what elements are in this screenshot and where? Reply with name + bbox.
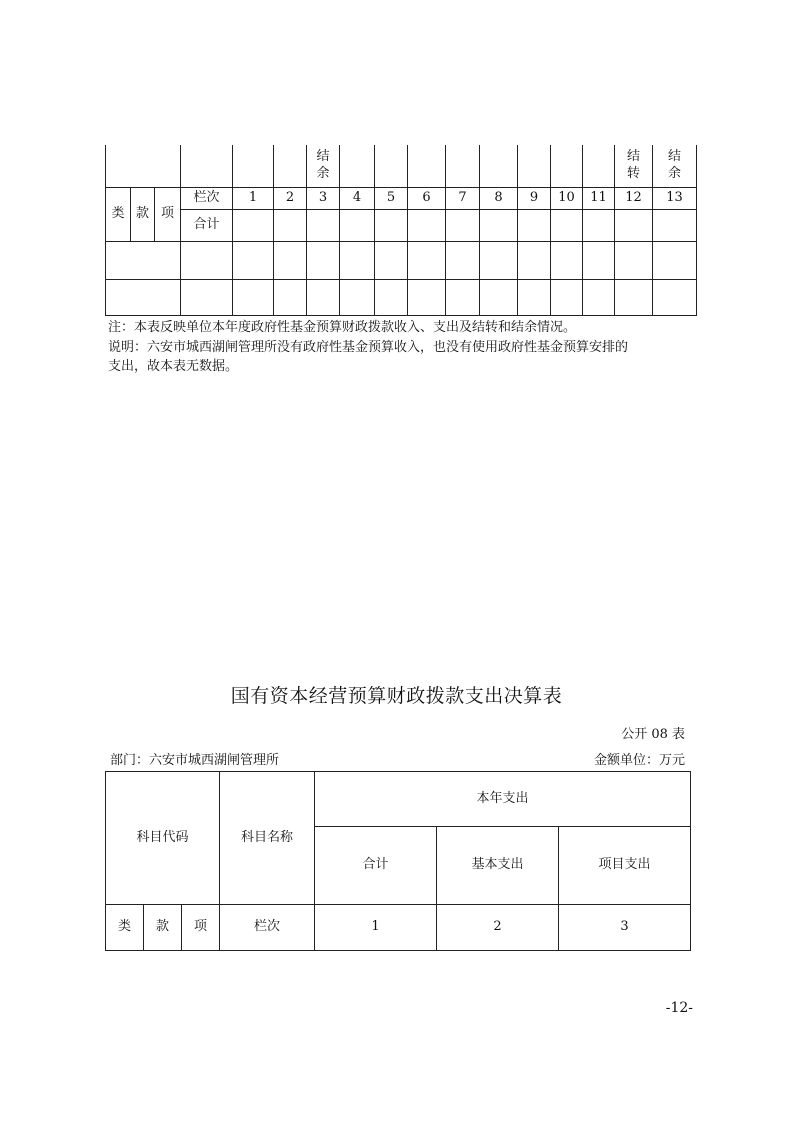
col-lei: 类: [106, 187, 131, 241]
data-cell: [615, 279, 653, 315]
data-cell: [480, 279, 518, 315]
government-fund-table: [105, 145, 697, 316]
col-number: 6: [408, 187, 446, 209]
data-cell: [181, 241, 233, 279]
data-cell: [480, 209, 518, 241]
header-cell: [480, 145, 518, 187]
data-cell: [274, 279, 307, 315]
data-cell: [375, 209, 408, 241]
col-kuan: 款: [144, 905, 182, 951]
header-blank-cell: [181, 145, 233, 187]
data-cell: [551, 209, 583, 241]
data-cell: [653, 279, 697, 315]
data-cell: [446, 241, 480, 279]
data-cell: [653, 209, 697, 241]
data-cell: [653, 241, 697, 279]
col-number: 2: [437, 905, 559, 951]
department-label: 部门：六安市城西湖闸管理所: [110, 753, 280, 768]
data-cell: [408, 241, 446, 279]
data-cell: [518, 279, 551, 315]
col-kuan: 款: [131, 187, 155, 241]
header-cell-jieyu: 结余: [307, 145, 340, 187]
subject-name-header: 科目名称: [220, 772, 315, 905]
data-cell: [446, 279, 480, 315]
lanci-label: 栏次: [181, 187, 233, 209]
data-cell: [615, 209, 653, 241]
col-number: 9: [518, 187, 551, 209]
year-expense-header: 本年支出: [315, 772, 691, 827]
col-number: 7: [446, 187, 480, 209]
data-cell: [375, 241, 408, 279]
table-note: 注：本表反映单位本年度政府性基金预算财政拨款收入、支出及结转和结余情况。: [108, 320, 577, 335]
col-number: 1: [315, 905, 437, 951]
explanation-line-2: 支出，故本表无数据。: [108, 359, 239, 374]
heji-label: 合计: [181, 209, 233, 241]
data-cell: [583, 209, 615, 241]
data-cell: [307, 279, 340, 315]
header-cell: [583, 145, 615, 187]
header-cell: [446, 145, 480, 187]
data-cell: [551, 279, 583, 315]
header-cell: [551, 145, 583, 187]
project-expense-header: 项目支出: [559, 827, 691, 905]
data-cell: [307, 241, 340, 279]
data-cell: [480, 241, 518, 279]
data-cell: [583, 279, 615, 315]
data-cell: [106, 279, 181, 315]
col-number: 13: [653, 187, 697, 209]
col-lei: 类: [106, 905, 144, 951]
col-number: 3: [307, 187, 340, 209]
header-cell: [408, 145, 446, 187]
col-number: 3: [559, 905, 691, 951]
col-xiang: 项: [182, 905, 220, 951]
header-cell: [233, 145, 274, 187]
state-capital-expense-table: [105, 771, 691, 951]
unit-label: 金额单位：万元: [593, 753, 685, 768]
data-cell: [446, 209, 480, 241]
explanation-line-1: 说明：六安市城西湖闸管理所没有政府性基金预算收入，也没有使用政府性基金预算安排的: [108, 340, 629, 355]
lanci-label: 栏次: [220, 905, 315, 951]
data-cell: [233, 209, 274, 241]
data-cell: [615, 241, 653, 279]
data-cell: [274, 209, 307, 241]
data-cell: [340, 241, 375, 279]
data-cell: [307, 209, 340, 241]
data-cell: [233, 279, 274, 315]
data-cell: [375, 279, 408, 315]
data-cell: [233, 241, 274, 279]
data-cell: [181, 279, 233, 315]
col-number: 5: [375, 187, 408, 209]
header-cell-jiezhuan: 结转: [615, 145, 653, 187]
col-number: 2: [274, 187, 307, 209]
col-number: 11: [583, 187, 615, 209]
col-number: 12: [615, 187, 653, 209]
col-number: 4: [340, 187, 375, 209]
data-cell: [408, 209, 446, 241]
subject-code-header: 科目代码: [106, 772, 220, 905]
data-cell: [583, 241, 615, 279]
basic-expense-header: 基本支出: [437, 827, 559, 905]
header-blank-cell: [106, 145, 181, 187]
total-header: 合计: [315, 827, 437, 905]
data-cell: [518, 209, 551, 241]
data-cell: [408, 279, 446, 315]
col-number: 1: [233, 187, 274, 209]
data-cell: [340, 209, 375, 241]
header-cell: [375, 145, 408, 187]
data-cell: [551, 241, 583, 279]
form-number: 公开 08 表: [621, 727, 685, 742]
data-cell: [340, 279, 375, 315]
header-cell: [274, 145, 307, 187]
data-cell: [106, 241, 181, 279]
page-number: -12-: [665, 1000, 693, 1016]
col-xiang: 项: [155, 187, 181, 241]
header-cell: [340, 145, 375, 187]
col-number: 10: [551, 187, 583, 209]
col-number: 8: [480, 187, 518, 209]
data-cell: [518, 241, 551, 279]
header-cell-jieyu: 结余: [653, 145, 697, 187]
header-cell: [518, 145, 551, 187]
data-cell: [274, 241, 307, 279]
section-title: 国有资本经营预算财政拨款支出决算表: [230, 685, 563, 707]
